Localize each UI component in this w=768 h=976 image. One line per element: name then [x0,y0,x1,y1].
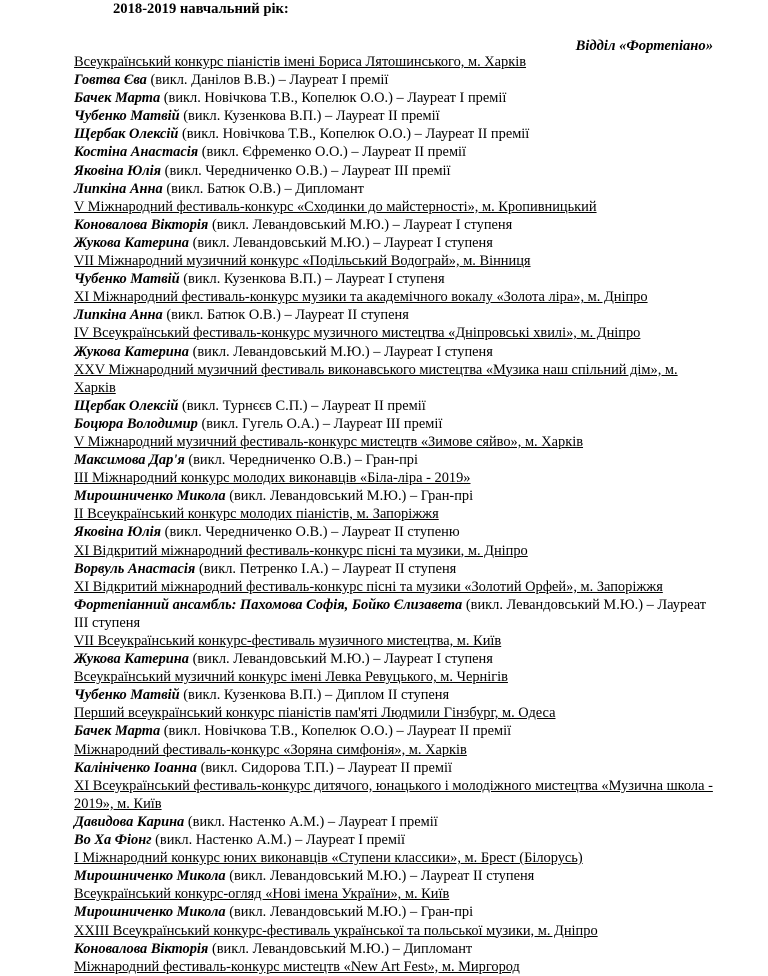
competition-title [74,849,716,867]
award-detail: (викл. Левандовський М.Ю.) – Лауреат І ступеня [188,343,493,360]
participant-name: Яковіна Юлія [74,162,162,179]
award-entry [74,162,716,180]
competition-title-text: V Міжнародний музичний фестиваль-конкурс мистецтв «Зимове сяйво», м. Харків [74,433,584,450]
award-entry [74,487,716,505]
award-entry [74,722,716,740]
award-detail: (викл. Левандовський М.Ю.) – Гран-прі [225,904,474,921]
participant-name: Бачек Марта [74,90,161,107]
award-detail: (викл. Левандовський М.Ю.) – Лауреат ІІІ ступеня [74,596,707,631]
award-entry [74,523,716,541]
competition-title-text: ХХІІІ Всеукраїнський конкурс-фестиваль української та польської музики, м. Дніпро [74,922,598,939]
competition-title [74,288,716,306]
award-entry [74,759,716,777]
competition-title [74,741,716,759]
participant-name: Давидова Карина [74,813,185,830]
participant-name: Жукова Катерина [74,651,189,668]
competition-title [74,922,716,940]
participant-name: Говтва Єва [74,72,147,89]
participant-name: Щербак Олексій [74,126,179,143]
competition-title [74,433,716,451]
competition-title-text: ІІ Всеукраїнський конкурс молодих піаністів, м. Запоріжжя [74,506,439,523]
award-entry [74,143,716,161]
award-detail: (викл. Левандовський М.Ю.) – Лауреат І ступеня [188,651,493,668]
participant-name: Липкіна Анна [74,180,163,197]
award-detail: (викл. Турнєєв С.П.) – Лауреат ІІ премії [178,397,426,414]
participant-name: Костіна Анастасія [74,144,199,161]
award-detail: (викл. Чередниченко О.В.) – Гран-прі [184,452,418,469]
award-detail: (викл. Кузенкова В.П.) – Лауреат І ступеня [179,271,445,288]
competition-title-text: Всеукраїнський музичний конкурс імені Левка Ревуцького, м. Чернігів [74,669,508,686]
competition-title-text: ХІ Всеукраїнський фестиваль-конкурс дитячого, юнацького і молодіжного мистецтва «Музична школа - 2019», м. Київ [74,777,713,812]
participant-name: Боцюра Володимир [74,415,198,432]
participant-name: Коновалова Вікторія [74,940,209,957]
award-detail: (викл. Єфременко О.О.) – Лауреат ІІ премії [198,144,467,161]
competition-title [74,578,716,596]
participant-name: Чубенко Матвій [74,687,180,704]
participant-name: Чубенко Матвій [74,108,180,125]
competition-title [74,542,716,560]
participant-name: Бачек Марта [74,723,161,740]
award-entry [74,343,716,361]
competition-title [74,958,716,976]
participant-name: Коновалова Вікторія [74,216,209,233]
participant-name: Ворвуль Анастасія [74,560,196,577]
competition-title-text: ХІ Відкритий міжнародний фестиваль-конкурс пісні та музики, м. Дніпро [74,542,528,559]
participant-name: Щербак Олексій [74,397,179,414]
award-detail: (викл. Настенко А.М.) – Лауреат І премії [184,813,438,830]
competition-title [74,53,716,71]
participant-name: Жукова Катерина [74,343,189,360]
award-detail: (викл. Настенко А.М.) – Лауреат І премії [151,832,405,849]
competition-title-text: Перший всеукраїнський конкурс піаністів пам'яті Людмили Гінзбург, м. Одеса [74,705,556,722]
award-detail: (викл. Кузенкова В.П.) – Лауреат ІІ премії [179,108,440,125]
competition-title [74,361,716,397]
competition-title-text: Всеукраїнський конкурс піаністів імені Бориса Лятошинського, м. Харків [74,54,527,70]
award-entry [74,596,716,632]
competition-title [74,668,716,686]
participant-name: Липкіна Анна [74,307,163,324]
competition-title-text: Всеукраїнський конкурс-огляд «Нові імена України», м. Київ [74,886,450,903]
award-entry [74,89,716,107]
award-detail: (викл. Петренко І.А.) – Лауреат ІІ ступеня [195,560,457,577]
competition-title-text: ІІІ Міжнародний конкурс молодих виконавців «Біла-ліра - 2019» [74,470,471,487]
award-detail: (викл. Новічкова Т.В., Копелюк О.О.) – Лауреат ІІ премії [178,126,530,143]
award-detail: (викл. Левандовський М.Ю.) – Лауреат І ступеня [188,234,493,251]
participant-name: Мирошниченко Микола [74,868,226,885]
competition-title [74,252,716,270]
competition-title [74,505,716,523]
participant-name: Чубенко Матвій [74,271,180,288]
competition-title-text: Міжнародний фестиваль-конкурс «Зоряна симфонія», м. Харків [74,741,467,758]
award-entry [74,107,716,125]
department-heading: Відділ «Фортепіано» [575,38,713,54]
competition-title-text: Міжнародний фестиваль-конкурс мистецтв «New Art Fest», м. Миргород [74,958,520,975]
award-detail: (викл. Новічкова Т.В., Копелюк О.О.) – Лауреат ІІ премії [160,723,512,740]
award-entry [74,180,716,198]
award-detail: (викл. Новічкова Т.В., Копелюк О.О.) – Лауреат І премії [160,90,507,107]
competition-title-text: ХХV Міжнародний музичний фестиваль виконавського мистецтва «Музика наш спільний дім», м. Харків [74,361,678,396]
competition-title [74,324,716,342]
competition-title-text: І Міжнародний конкурс юних виконавців «Ступени классики», м. Брест (Білорусь) [74,850,583,867]
award-detail: (викл. Чередниченко О.В.) – Лауреат ІІ ступеню [161,524,460,541]
award-detail: (викл. Данілов В.В.) – Лауреат І премії [146,72,389,89]
award-entry [74,125,716,143]
academic-year-heading: 2018-2019 навчальний рік: [113,1,289,17]
award-detail: (викл. Сидорова Т.П.) – Лауреат ІІ премії [196,759,452,776]
competition-title [74,704,716,722]
competition-title [74,632,716,650]
competition-results-list [74,53,716,976]
competition-title-text: VII Міжнародний музичний конкурс «Подільський Водограй», м. Вінниця [74,253,531,270]
award-entry [74,415,716,433]
competition-title-text: ХІ Відкритий міжнародний фестиваль-конкурс пісні та музики «Золотий Орфей», м. Запоріжжя [74,578,663,595]
award-detail: (викл. Гугель О.А.) – Лауреат ІІІ премії [197,415,443,432]
award-detail: (викл. Левандовський М.Ю.) – Лауреат І ступеня [208,216,513,233]
participant-name: Во Ха Фіонг [74,832,152,849]
competition-title [74,777,716,813]
competition-title-text: ХІ Міжнародний фестиваль-конкурс музики та академічного вокалу «Золота ліра», м. Дніпро [74,289,648,306]
competition-title-text: IV Всеукраїнський фестиваль-конкурс музичного мистецтва «Дніпровські хвилі», м. Дніпро [74,325,641,342]
competition-title-text: V Міжнародний фестиваль-конкурс «Сходинки до майстерності», м. Кропивницький [74,198,597,215]
participant-name: Жукова Катерина [74,234,189,251]
award-detail: (викл. Батюк О.В.) – Дипломант [162,180,364,197]
award-entry [74,686,716,704]
award-entry [74,903,716,921]
participant-name: Мирошниченко Микола [74,904,226,921]
award-entry [74,650,716,668]
award-entry [74,451,716,469]
award-detail: (викл. Кузенкова В.П.) – Диплом ІІ ступеня [179,687,450,704]
participant-name: Фортепіанний ансамбль: Пахомова Софія, Бойко Єлизавета [74,596,463,613]
award-entry [74,270,716,288]
award-entry [74,560,716,578]
competition-title [74,885,716,903]
award-entry [74,813,716,831]
award-entry [74,234,716,252]
award-entry [74,397,716,415]
competition-title [74,469,716,487]
award-entry [74,71,716,89]
competition-title [74,198,716,216]
competition-title-text: VII Всеукраїнський конкурс-фестиваль музичного мистецтва, м. Київ [74,633,502,649]
award-detail: (викл. Левандовський М.Ю.) – Дипломант [208,940,473,957]
participant-name: Мирошниченко Микола [74,488,226,505]
participant-name: Яковіна Юлія [74,524,162,541]
award-entry [74,940,716,958]
award-detail: (викл. Чередниченко О.В.) – Лауреат ІІІ премії [161,162,451,179]
award-entry [74,867,716,885]
award-detail: (викл. Левандовський М.Ю.) – Гран-прі [225,488,474,505]
participant-name: Калініченко Іоанна [74,759,197,776]
award-entry [74,306,716,324]
award-detail: (викл. Левандовський М.Ю.) – Лауреат ІІ ступеня [225,868,535,885]
award-detail: (викл. Батюк О.В.) – Лауреат ІІ ступеня [162,307,409,324]
award-entry [74,831,716,849]
award-entry [74,216,716,234]
participant-name: Максимова Дар'я [74,452,185,469]
